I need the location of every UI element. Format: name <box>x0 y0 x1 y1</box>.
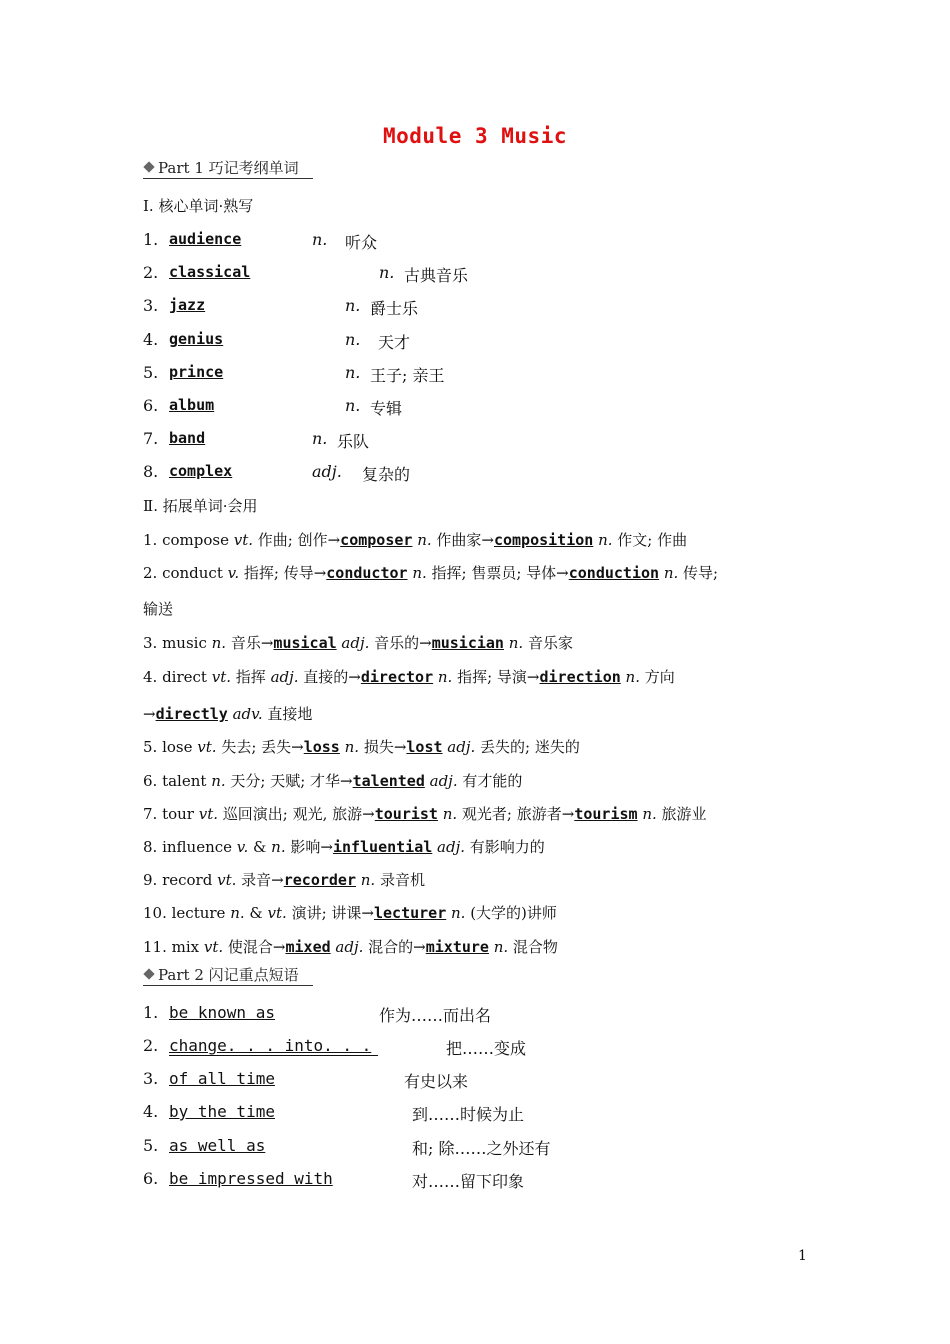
ext-answer: mixture <box>425 938 489 956</box>
ext-pos: adj. <box>330 938 364 956</box>
ext-text: 混合的→ <box>363 938 426 956</box>
ext-pos: n. <box>659 564 679 582</box>
ext-text: 传导; <box>678 564 719 582</box>
phrase-meaning: 有史以来 <box>404 1072 469 1091</box>
phrase-num: 3. <box>143 1069 159 1088</box>
ext-line-4-continued <box>143 703 312 725</box>
ext-pos: n. <box>230 904 245 922</box>
core-word: complex <box>169 462 233 480</box>
phrase-num: 5. <box>143 1136 159 1155</box>
ext-answer: director <box>360 668 434 686</box>
ext-text: 演讲; 讲课→ <box>286 904 374 922</box>
ext-text: 混合物 <box>508 938 558 956</box>
ext-pos: vt. <box>203 938 224 956</box>
ext-text: 5. lose <box>143 738 198 756</box>
ext-pos: n. <box>271 838 286 856</box>
ext-text: → <box>143 705 156 723</box>
ext-answer: tourism <box>574 805 638 823</box>
core-word-pos: n. <box>312 429 328 448</box>
phrase-meaning: 和; 除……之外还有 <box>412 1139 551 1158</box>
ext-text: 4. direct <box>143 668 212 686</box>
ext-text: 9. record <box>143 871 218 889</box>
core-word-num: 8. <box>143 462 159 481</box>
ext-text: 天分; 天赋; 才华→ <box>225 772 353 790</box>
ext-text: 8. influence <box>143 838 237 856</box>
core-word: genius <box>169 330 224 348</box>
core-word-meaning: 听众 <box>345 233 378 252</box>
phrase: of all time <box>169 1069 275 1088</box>
core-word-meaning: 王子; 亲王 <box>370 366 445 385</box>
ext-text: 失去; 丢失→ <box>216 738 304 756</box>
phrase: change. . . into. . . <box>169 1036 378 1056</box>
core-word-meaning: 复杂的 <box>362 465 411 484</box>
core-word: audience <box>169 230 242 248</box>
page-number: 1 <box>798 1248 807 1264</box>
ext-pos: n. <box>339 738 360 756</box>
core-word-pos: adj. <box>312 462 342 481</box>
ext-answer: directly <box>155 705 228 723</box>
ext-pos: v. <box>227 564 240 582</box>
part1-header-text: Part 1 巧记考纲单词 <box>158 159 299 177</box>
core-word-meaning: 古典音乐 <box>404 266 469 285</box>
phrase-meaning: 作为……而出名 <box>379 1006 492 1025</box>
ext-text: 有影响力的 <box>465 838 545 856</box>
ext-answer: tourist <box>374 805 438 823</box>
ext-text: 10. lecture <box>143 904 231 922</box>
core-word-meaning: 专辑 <box>370 399 403 418</box>
ext-pos: vt. <box>217 871 237 889</box>
ext-text: 影响→ <box>285 838 333 856</box>
core-word-num: 2. <box>143 263 159 282</box>
ext-pos: n. <box>620 668 640 686</box>
ext-pos: vt. <box>198 805 219 823</box>
ext-pos: n. <box>503 634 524 652</box>
ext-text: 有才能的 <box>457 772 523 790</box>
ext-pos: adj. <box>424 772 458 790</box>
core-word-num: 1. <box>143 230 159 249</box>
ext-answer: talented <box>352 772 425 790</box>
ext-answer: conduction <box>568 564 660 582</box>
ext-text: 使混合→ <box>223 938 286 956</box>
core-word-num: 5. <box>143 363 159 382</box>
ext-answer: lecturer <box>373 904 447 922</box>
ext-text: 指挥; 传导→ <box>239 564 327 582</box>
section2-heading: Ⅱ. 拓展单词·会用 <box>143 497 258 515</box>
ext-text: & <box>248 838 272 856</box>
ext-pos: n. <box>446 904 466 922</box>
core-word-pos: n. <box>312 230 328 249</box>
ext-text: 1. compose <box>143 531 234 549</box>
ext-text: 音乐的→ <box>369 634 432 652</box>
core-word-pos: n. <box>345 363 361 382</box>
part2-header <box>143 965 313 986</box>
ext-line-6 <box>143 770 522 792</box>
ext-line-10 <box>143 902 557 924</box>
ext-text: 3. music <box>143 634 212 652</box>
ext-text: 2. conduct <box>143 564 228 582</box>
ext-pos: n. <box>407 564 427 582</box>
part2-header-text: Part 2 闪记重点短语 <box>158 966 299 984</box>
ext-text: 11. mix <box>143 938 204 956</box>
ext-pos: n. <box>211 634 227 652</box>
core-word-meaning: 天才 <box>378 333 411 352</box>
ext-line-2-continued: 输送 <box>143 600 174 618</box>
ext-answer: composition <box>493 531 594 549</box>
ext-line-4 <box>143 666 675 688</box>
phrase-meaning: 对……留下印象 <box>412 1172 525 1191</box>
ext-line-3 <box>143 632 573 654</box>
core-word-num: 6. <box>143 396 159 415</box>
ext-answer: musician <box>431 634 504 652</box>
core-word-pos: n. <box>345 396 361 415</box>
ext-pos: n. <box>637 805 657 823</box>
ext-pos: adj. <box>442 738 476 756</box>
phrase-meaning: 到……时候为止 <box>412 1105 525 1124</box>
ext-pos: vt. <box>211 668 232 686</box>
ext-text: 丢失的; 迷失的 <box>475 738 580 756</box>
ext-text: 音乐家 <box>523 634 573 652</box>
phrase: as well as <box>169 1136 266 1155</box>
ext-pos: adv. <box>227 705 263 723</box>
core-word-num: 7. <box>143 429 159 448</box>
ext-text: 作曲家→ <box>431 531 494 549</box>
core-word: prince <box>169 363 224 381</box>
core-word-pos: n. <box>345 330 361 349</box>
ext-pos: v. <box>236 838 249 856</box>
ext-pos: n. <box>433 668 453 686</box>
phrase-num: 2. <box>143 1036 159 1055</box>
core-word: band <box>169 429 206 447</box>
ext-pos: n. <box>211 772 226 790</box>
ext-pos: n. <box>593 531 613 549</box>
ext-text: 巡回演出; 观光, 旅游→ <box>218 805 375 823</box>
ext-answer: lost <box>406 738 443 756</box>
ext-text: 作文; 作曲 <box>612 531 688 549</box>
ext-text: 音乐→ <box>226 634 274 652</box>
phrase-meaning: 把……变成 <box>446 1039 527 1058</box>
phrase: by the time <box>169 1102 275 1121</box>
ext-pos: vt. <box>233 531 253 549</box>
ext-answer: composer <box>340 531 413 549</box>
core-word: classical <box>169 263 251 281</box>
phrase-num: 1. <box>143 1003 159 1022</box>
core-word-num: 4. <box>143 330 159 349</box>
part1-header <box>143 158 313 179</box>
ext-pos: n. <box>488 938 509 956</box>
ext-text: 观光者; 旅游者→ <box>457 805 575 823</box>
ext-answer: musical <box>273 634 337 652</box>
ext-text: (大学的)讲师 <box>465 904 557 922</box>
ext-pos: n. <box>355 871 376 889</box>
ext-pos: n. <box>437 805 458 823</box>
ext-text: 6. talent <box>143 772 212 790</box>
core-word-meaning: 爵士乐 <box>370 299 419 318</box>
ext-answer: mixed <box>285 938 331 956</box>
ext-text: & <box>244 904 268 922</box>
ext-line-8 <box>143 836 545 858</box>
core-word: album <box>169 396 215 414</box>
ext-answer: conductor <box>326 564 408 582</box>
ext-pos: adj. <box>432 838 466 856</box>
ext-text: 直接的→ <box>298 668 361 686</box>
phrase: be known as <box>169 1003 275 1022</box>
page-title: Module 3 Music <box>382 124 567 148</box>
diamond-bullet-icon <box>143 968 154 979</box>
diamond-bullet-icon <box>143 161 154 172</box>
ext-pos: adj. <box>336 634 370 652</box>
phrase: be impressed with <box>169 1169 333 1188</box>
core-word-meaning: 乐队 <box>337 432 370 451</box>
ext-text: 方向 <box>639 668 675 686</box>
ext-text: 7. tour <box>143 805 199 823</box>
ext-line-1 <box>143 529 687 551</box>
core-word-num: 3. <box>143 296 159 315</box>
core-word-pos: n. <box>379 263 395 282</box>
ext-line-2 <box>143 562 718 584</box>
ext-text: 指挥 <box>231 668 271 686</box>
ext-text: 旅游业 <box>656 805 707 823</box>
ext-answer: direction <box>539 668 621 686</box>
ext-pos: n. <box>412 531 432 549</box>
core-word-pos: n. <box>345 296 361 315</box>
ext-line-9 <box>143 869 425 891</box>
section1-heading: Ⅰ. 核心单词·熟写 <box>143 197 254 215</box>
ext-text: 指挥; 导演→ <box>452 668 540 686</box>
ext-answer: loss <box>303 738 340 756</box>
ext-answer: influential <box>332 838 433 856</box>
ext-text: 录音机 <box>375 871 425 889</box>
phrase-num: 4. <box>143 1102 159 1121</box>
ext-text: 损失→ <box>359 738 407 756</box>
ext-text: 指挥; 售票员; 导体→ <box>426 564 569 582</box>
ext-pos: vt. <box>267 904 287 922</box>
core-word: jazz <box>169 296 206 314</box>
ext-text: 作曲; 创作→ <box>253 531 341 549</box>
ext-line-11 <box>143 936 558 958</box>
ext-pos: adj. <box>270 668 299 686</box>
ext-pos: vt. <box>197 738 217 756</box>
ext-answer: recorder <box>283 871 356 889</box>
ext-text: 直接地 <box>262 705 313 723</box>
ext-text: 录音→ <box>236 871 284 889</box>
ext-line-5 <box>143 736 580 758</box>
phrase-num: 6. <box>143 1169 159 1188</box>
ext-line-7 <box>143 803 707 825</box>
